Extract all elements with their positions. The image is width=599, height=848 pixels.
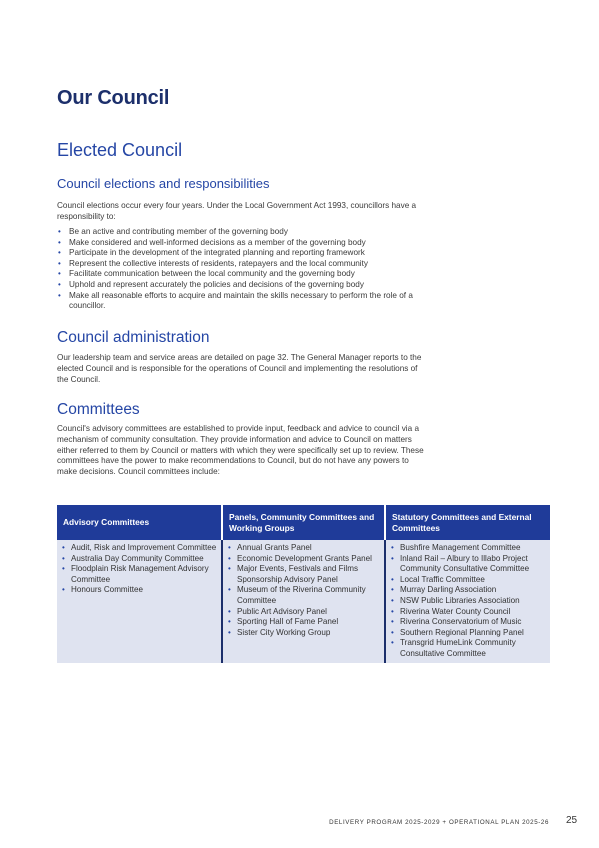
bullet-icon: • <box>58 227 61 236</box>
bullet-icon: • <box>391 617 394 627</box>
bullet-icon: • <box>391 543 394 552</box>
responsibilities-list <box>57 227 429 312</box>
bullet-icon: • <box>391 574 394 584</box>
list-item: • Riverina Conservatorium of Music <box>391 617 522 627</box>
page-title: Our Council <box>57 87 170 109</box>
list-item: • NSW Public Libraries Association <box>391 595 520 605</box>
bullet-icon: • <box>62 585 65 595</box>
administration-heading: Council administration <box>57 329 210 346</box>
footer-document-title: DELIVERY PROGRAM 2025-2029 + OPERATIONAL PLAN 2025-26 <box>329 819 549 826</box>
column-header: Advisory Committees <box>57 505 221 540</box>
bullet-icon: • <box>58 248 61 258</box>
statutory-committees-list <box>390 543 546 660</box>
bullet-icon: • <box>391 627 394 637</box>
list-item: • Sister City Working Group <box>228 627 331 637</box>
column-header: Statutory Committees and External Committees <box>386 505 550 540</box>
list-item: • Participate in the development of the integrated planning and reporting framework <box>58 248 365 258</box>
list-item: • Represent the collective interests of residents, ratepayers and the local community <box>58 258 368 268</box>
list-item: • Facilitate communication between the local community and the governing body <box>58 269 355 279</box>
bullet-icon: • <box>228 585 231 595</box>
bullet-icon: • <box>58 269 61 279</box>
list-item: • Inland Rail – Albury to Illabo Project Community Consultative Committee <box>391 553 530 574</box>
list-item: • Public Art Advisory Panel <box>228 606 327 616</box>
bullet-icon: • <box>391 553 394 563</box>
committees-heading: Committees <box>57 401 140 418</box>
panels-committees-list <box>227 543 380 638</box>
advisory-committees-list <box>61 543 217 596</box>
bullet-icon: • <box>391 638 394 648</box>
list-item: • Floodplain Risk Management Advisory Committee <box>62 564 209 584</box>
list-item: • Be an active and contributing member of the governing body <box>58 227 288 236</box>
committees-text: Council's advisory committees are established to provide input, feedback and advice to council via a mechanism of community consultation. They provide information and advice to Council on matters either referred to them by Council or matters with which they were specifically set up to review. These committees have the power to make recommendations to Council, but do not have any powers to make decisions. Council committees include: <box>57 424 424 477</box>
list-item: • Honours Committee <box>62 585 143 595</box>
panels-committees-column <box>223 505 384 663</box>
administration-text: Our leadership team and service areas are detailed on page 32. The General Manager reports to the elected Council and is responsible for the operations of Council and implementing the resolutions of the Council. <box>57 353 422 384</box>
list-item: • Make considered and well-informed decisions as a member of the governing body <box>58 237 366 247</box>
list-item: • Riverina Water County Council <box>391 606 511 616</box>
statutory-committees-column <box>386 505 550 663</box>
bullet-icon: • <box>228 553 231 563</box>
list-item: • Major Events, Festivals and Films Sponsorship Advisory Panel <box>228 564 358 584</box>
list-item: • Annual Grants Panel <box>228 543 312 552</box>
bullet-icon: • <box>58 279 61 289</box>
bullet-icon: • <box>62 543 65 552</box>
list-item: • Uphold and represent accurately the policies and decisions of the governing body <box>58 279 364 289</box>
committees-table <box>57 505 550 663</box>
bullet-icon: • <box>58 237 61 247</box>
list-item: • Australia Day Community Committee <box>62 553 204 563</box>
section-title: Elected Council <box>57 140 183 160</box>
list-item: • Audit, Risk and Improvement Committee <box>62 543 217 552</box>
bullet-icon: • <box>62 553 65 563</box>
bullet-icon: • <box>62 564 65 574</box>
list-item: • Economic Development Grants Panel <box>228 553 372 563</box>
elections-heading: Council elections and responsibilities <box>57 176 270 191</box>
list-item: • Murray Darling Association <box>391 585 497 595</box>
list-item: • Make all reasonable efforts to acquire and maintain the skills necessary to perform the role of a councillor. <box>58 290 413 311</box>
bullet-icon: • <box>391 585 394 595</box>
bullet-icon: • <box>228 627 231 637</box>
list-item: • Bushfire Management Committee <box>391 543 521 552</box>
column-header: Panels, Community Committees and Working Groups <box>223 505 384 540</box>
bullet-icon: • <box>228 564 231 574</box>
list-item: • Local Traffic Committee <box>391 574 485 584</box>
elections-intro: Council elections occur every four years. Under the Local Government Act 1993, councillors have a responsibility to: <box>57 201 417 221</box>
list-item: • Transgrid HumeLink Community Consultative Committee <box>391 638 516 658</box>
bullet-icon: • <box>228 617 231 627</box>
list-item: • Southern Regional Planning Panel <box>391 627 524 637</box>
bullet-icon: • <box>391 606 394 616</box>
bullet-icon: • <box>58 258 61 268</box>
bullet-icon: • <box>228 543 231 552</box>
bullet-icon: • <box>228 606 231 616</box>
page-number: 25 <box>566 815 578 826</box>
advisory-committees-column <box>57 505 221 663</box>
bullet-icon: • <box>58 290 61 300</box>
list-item: • Museum of the Riverina Community Committee <box>228 585 366 605</box>
bullet-icon: • <box>391 595 394 605</box>
list-item: • Sporting Hall of Fame Panel <box>228 617 339 627</box>
